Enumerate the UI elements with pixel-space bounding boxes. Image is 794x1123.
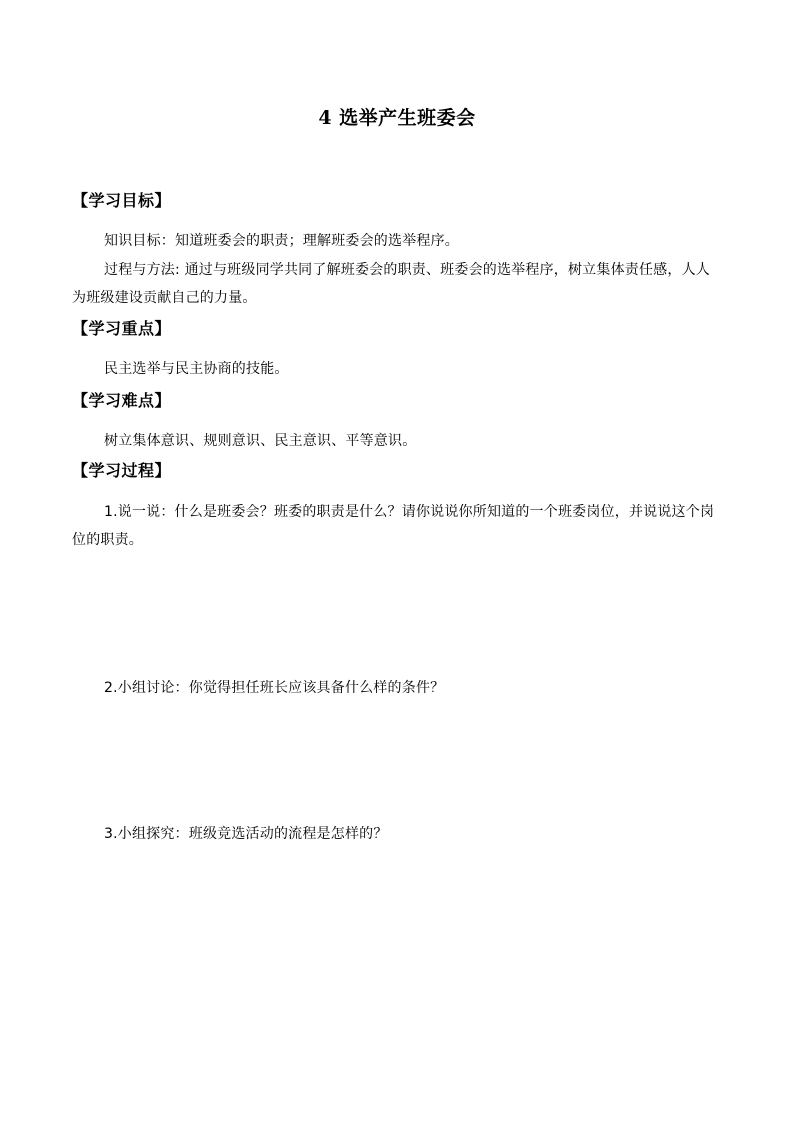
paragraph-process-method: 过程与方法: 通过与班级同学共同了解班委会的职责、班委会的选举程序，树立集体责任感，人人为班级建设贡献自己的力量。 xyxy=(72,262,710,306)
paragraph-key-point: 民主选举与民主协商的技能。 xyxy=(104,361,289,377)
document-title: 4 选举产生班委会 xyxy=(318,107,476,129)
question-3: 3.小组探究：班级竞选活动的流程是怎样的？ xyxy=(104,826,388,842)
paragraph-knowledge-goal: 知识目标：知道班委会的职责；理解班委会的选举程序。 xyxy=(104,233,459,249)
section-heading-process: 【学习过程】 xyxy=(72,461,172,480)
question-2: 2.小组讨论：你觉得担任班长应该具备什么样的条件？ xyxy=(104,680,445,696)
paragraph-difficulty: 树立集体意识、规则意识、民主意识、平等意识。 xyxy=(104,433,417,449)
section-heading-difficulties: 【学习难点】 xyxy=(72,391,172,410)
question-1: 1.说一说：什么是班委会？班委的职责是什么？请你说说你所知道的一个班委岗位，并说说这个岗位的职责。 xyxy=(72,504,715,548)
section-heading-key-points: 【学习重点】 xyxy=(72,319,172,338)
section-heading-objectives: 【学习目标】 xyxy=(72,191,172,210)
